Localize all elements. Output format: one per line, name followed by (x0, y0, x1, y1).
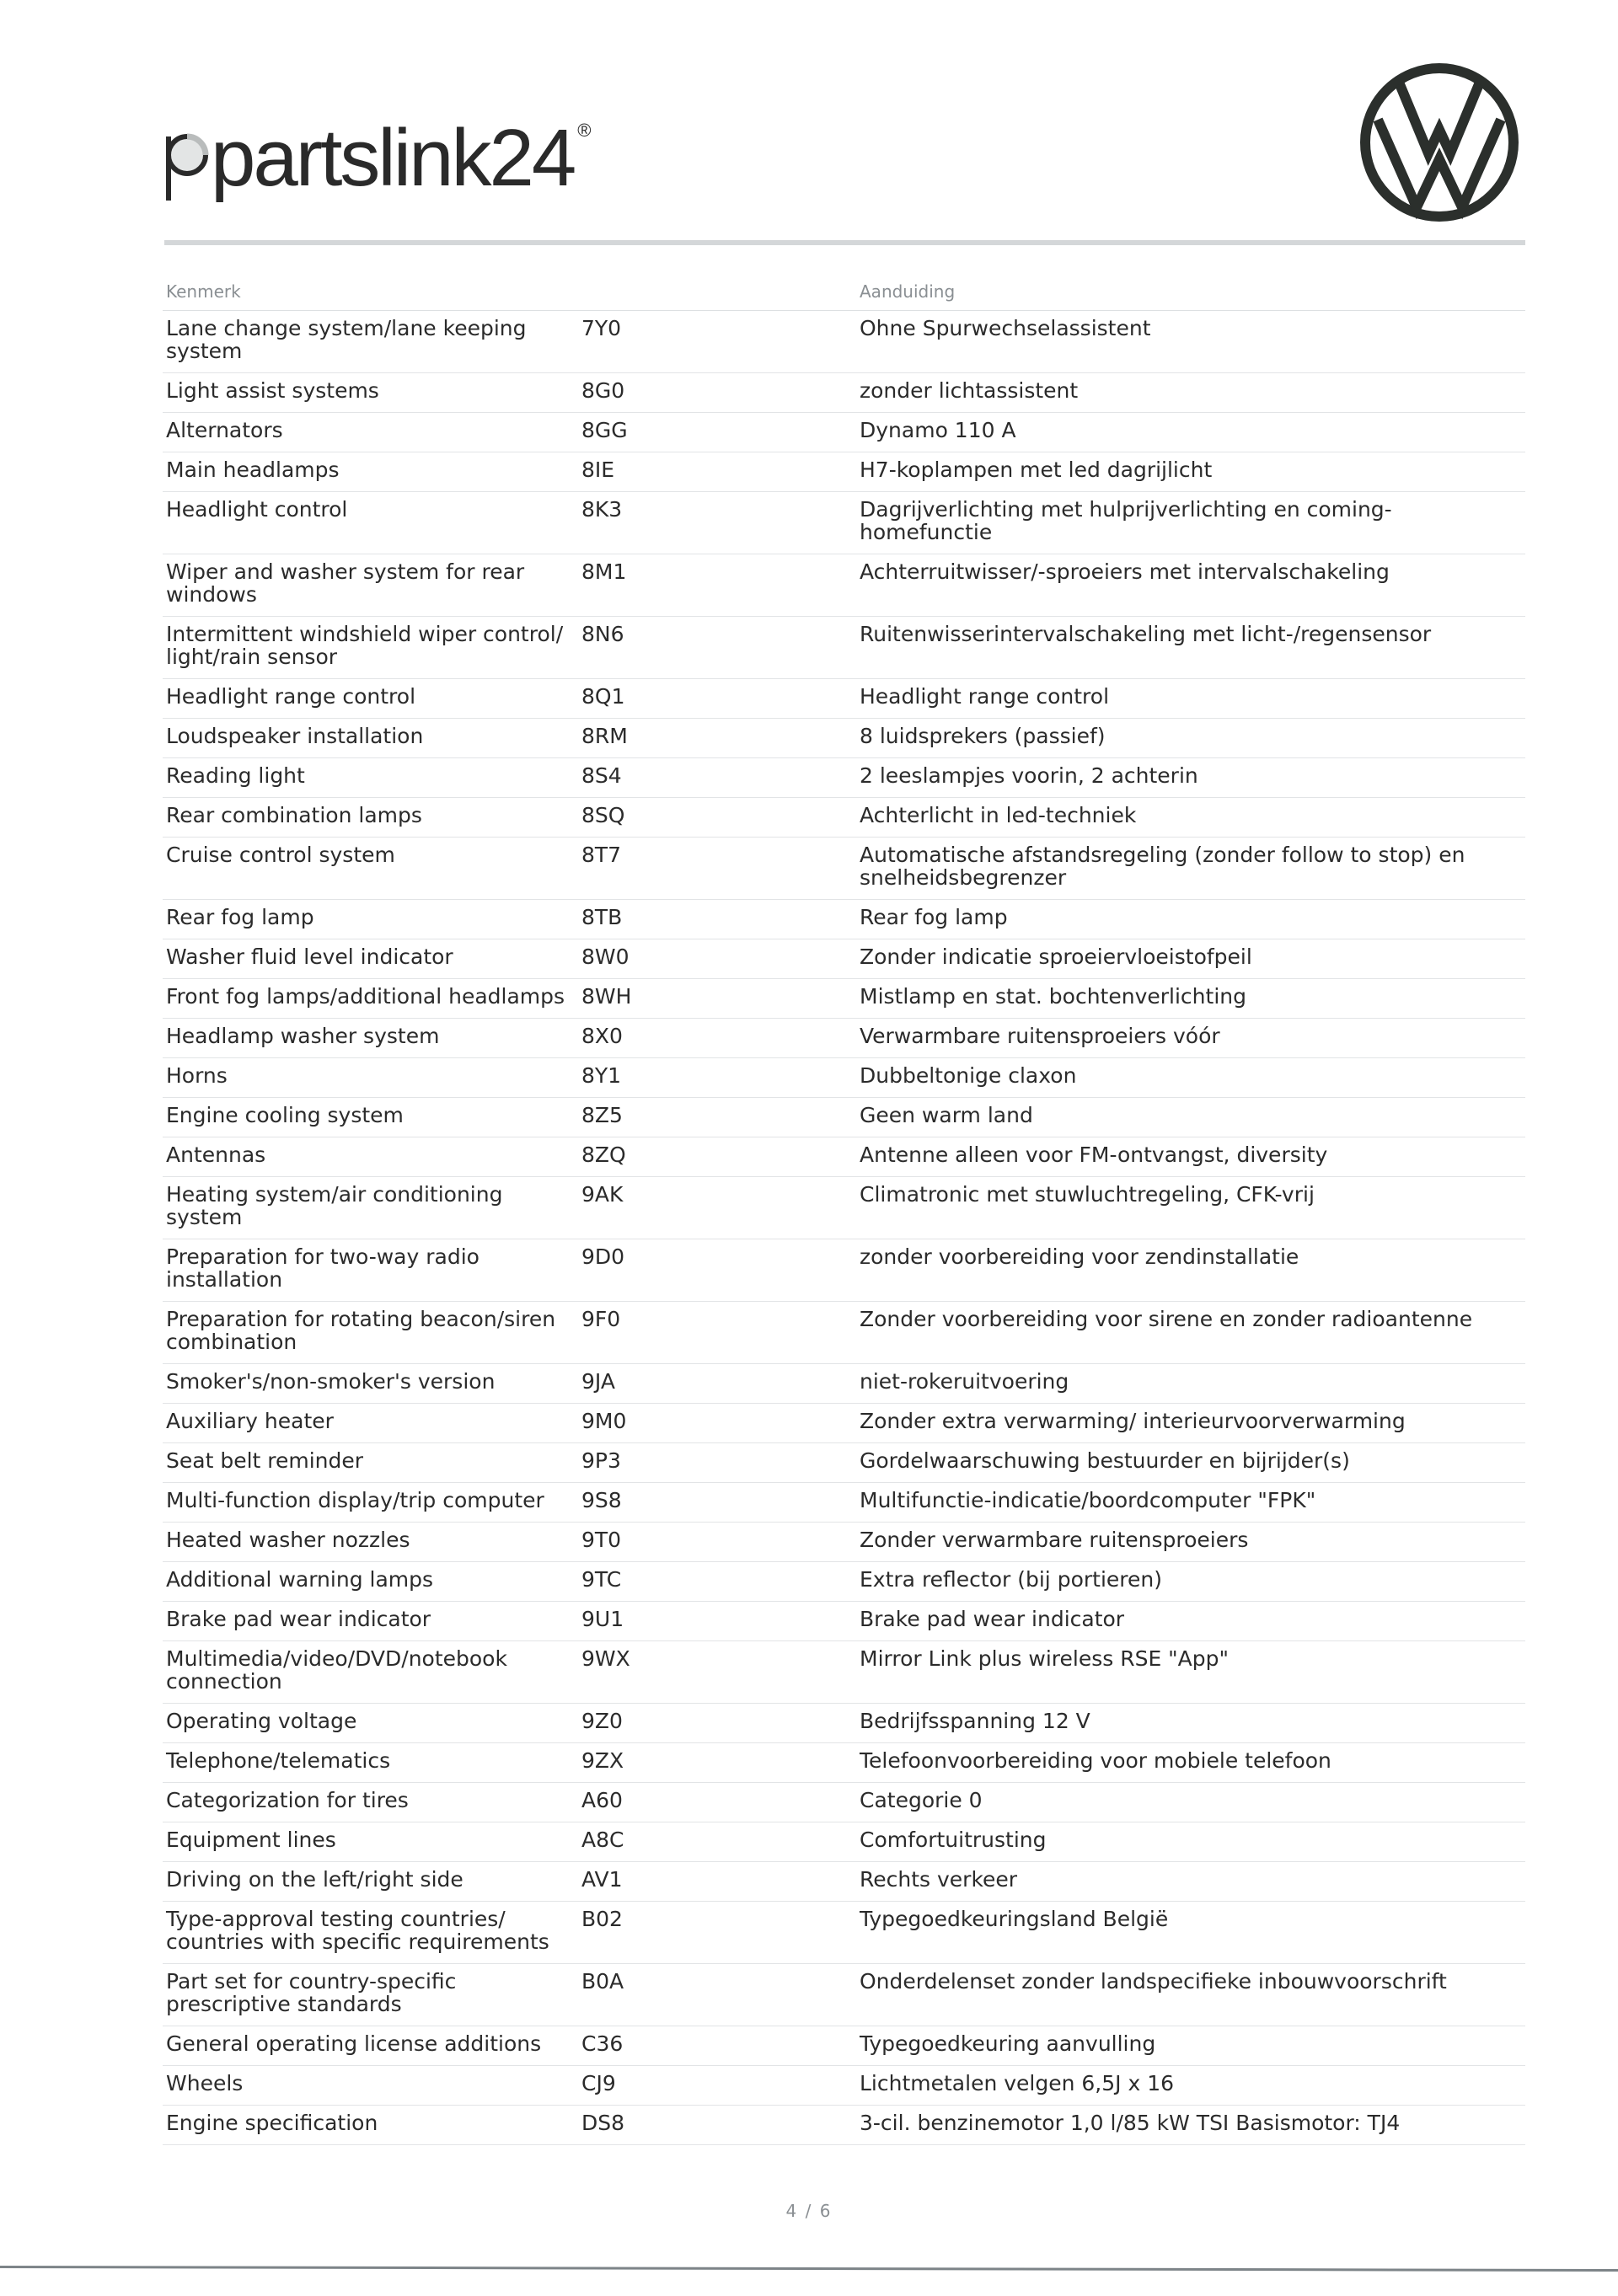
description-cell: Onderdelenset zonder landspecifieke inbouwvoorschrift (851, 1964, 1525, 2026)
table-row (163, 1602, 1525, 1641)
code-cell: 7Y0 (581, 311, 851, 373)
feature-cell: Washer fluid level indicator (163, 939, 581, 979)
description-cell: zonder lichtassistent (851, 373, 1525, 413)
table-row (163, 939, 1525, 979)
code-cell: 9U1 (581, 1602, 851, 1641)
description-cell: Lichtmetalen velgen 6,5J x 16 (851, 2066, 1525, 2106)
table-row (163, 1019, 1525, 1058)
code-cell: B02 (581, 1902, 851, 1964)
description-cell: Achterruitwisser/-sproeiers met intervalschakeling (851, 554, 1525, 617)
vehicle-spec-table (163, 276, 1525, 2145)
description-cell: Mistlamp en stat. bochtenverlichting (851, 979, 1525, 1019)
feature-cell: Heated washer nozzles (163, 1523, 581, 1562)
description-cell: Ohne Spurwechselassistent (851, 311, 1525, 373)
feature-cell: Light assist systems (163, 373, 581, 413)
code-cell: 8SQ (581, 798, 851, 838)
feature-cell: Heating system/air conditioning system (163, 1177, 581, 1239)
description-cell: zonder voorbereiding voor zendinstallatie (851, 1239, 1525, 1302)
feature-cell: Driving on the left/right side (163, 1862, 581, 1902)
description-cell: Rear fog lamp (851, 900, 1525, 939)
description-cell: Multifunctie-indicatie/boordcomputer "FPK" (851, 1483, 1525, 1523)
description-cell: Verwarmbare ruitensproeiers vóór (851, 1019, 1525, 1058)
code-cell: 9Z0 (581, 1704, 851, 1743)
description-cell: 8 luidsprekers (passief) (851, 719, 1525, 758)
table-row (163, 979, 1525, 1019)
table-row (163, 900, 1525, 939)
feature-cell: Auxiliary heater (163, 1404, 581, 1443)
table-row (163, 1404, 1525, 1443)
feature-cell: Smoker's/non-smoker's version (163, 1364, 581, 1404)
description-cell: Bedrijfsspanning 12 V (851, 1704, 1525, 1743)
header-divider (164, 240, 1525, 245)
table-row (163, 1239, 1525, 1302)
feature-cell: Engine cooling system (163, 1098, 581, 1137)
description-cell: Typegoedkeuringsland België (851, 1902, 1525, 1964)
description-cell: Geen warm land (851, 1098, 1525, 1137)
feature-cell: Preparation for two-way radio installation (163, 1239, 581, 1302)
table-header-row (163, 276, 1525, 311)
feature-cell: Horns (163, 1058, 581, 1098)
description-cell: Achterlicht in led-techniek (851, 798, 1525, 838)
feature-cell: Lane change system/lane keeping system (163, 311, 581, 373)
feature-cell: Headlight control (163, 492, 581, 554)
table-row (163, 1098, 1525, 1137)
table-row (163, 798, 1525, 838)
feature-cell: Type-approval testing countries/ countries with specific requirements (163, 1902, 581, 1964)
description-cell: H7-koplampen met led dagrijlicht (851, 452, 1525, 492)
code-cell: 9JA (581, 1364, 851, 1404)
description-cell: Rechts verkeer (851, 1862, 1525, 1902)
code-cell: 8N6 (581, 617, 851, 679)
table-row (163, 1743, 1525, 1783)
description-cell: Zonder indicatie sproeiervloeistofpeil (851, 939, 1525, 979)
table-row (163, 1862, 1525, 1902)
feature-cell: Brake pad wear indicator (163, 1602, 581, 1641)
feature-cell: Front fog lamps/additional headlamps (163, 979, 581, 1019)
code-cell: 9T0 (581, 1523, 851, 1562)
table-row (163, 679, 1525, 719)
description-cell: Dubbeltonige claxon (851, 1058, 1525, 1098)
code-cell: C36 (581, 2026, 851, 2066)
table-row (163, 719, 1525, 758)
feature-cell: Wheels (163, 2066, 581, 2106)
code-cell: 8Z5 (581, 1098, 851, 1137)
code-cell: 8RM (581, 719, 851, 758)
code-cell: 8M1 (581, 554, 851, 617)
description-cell: Brake pad wear indicator (851, 1602, 1525, 1641)
code-cell: 9ZX (581, 1743, 851, 1783)
table-row (163, 758, 1525, 798)
feature-cell: Rear fog lamp (163, 900, 581, 939)
feature-cell: Preparation for rotating beacon/siren combination (163, 1302, 581, 1364)
feature-cell: General operating license additions (163, 2026, 581, 2066)
description-cell: Antenne alleen voor FM-ontvangst, diversity (851, 1137, 1525, 1177)
feature-cell: Part set for country-specific prescriptive standards (163, 1964, 581, 2026)
vw-logo-icon (1359, 62, 1519, 222)
code-cell: 8ZQ (581, 1137, 851, 1177)
table-row (163, 554, 1525, 617)
page-indicator: 4 / 6 (785, 2201, 833, 2221)
description-cell: Headlight range control (851, 679, 1525, 719)
feature-cell: Multi-function display/trip computer (163, 1483, 581, 1523)
description-cell: Categorie 0 (851, 1783, 1525, 1822)
description-cell: Zonder extra verwarming/ interieurvoorverwarming (851, 1404, 1525, 1443)
code-cell: A8C (581, 1822, 851, 1862)
column-header-description: Aanduiding (851, 276, 1525, 311)
code-cell: 9F0 (581, 1302, 851, 1364)
code-cell: 8G0 (581, 373, 851, 413)
table-row (163, 1443, 1525, 1483)
table-row (163, 1783, 1525, 1822)
partslink24-logo (162, 108, 591, 209)
brand-name: partslink24 (211, 113, 575, 203)
table-row (163, 1058, 1525, 1098)
table-row (163, 1483, 1525, 1523)
feature-cell: Wiper and washer system for rear windows (163, 554, 581, 617)
table-row (163, 373, 1525, 413)
code-cell: 9S8 (581, 1483, 851, 1523)
code-cell: 8Q1 (581, 679, 851, 719)
feature-cell: Headlamp washer system (163, 1019, 581, 1058)
page-bottom-edge (0, 2266, 1618, 2272)
table-row (163, 1902, 1525, 1964)
description-cell: Extra reflector (bij portieren) (851, 1562, 1525, 1602)
description-cell: Comfortuitrusting (851, 1822, 1525, 1862)
table-row (163, 1562, 1525, 1602)
partslink24-p-glyph-icon (162, 108, 211, 201)
code-cell: CJ9 (581, 2066, 851, 2106)
code-cell: 8K3 (581, 492, 851, 554)
column-header-feature: Kenmerk (163, 276, 581, 311)
code-cell: 9P3 (581, 1443, 851, 1483)
description-cell: Zonder voorbereiding voor sirene en zonder radioantenne (851, 1302, 1525, 1364)
code-cell: DS8 (581, 2106, 851, 2145)
table-row (163, 413, 1525, 452)
description-cell: 2 leeslampjes voorin, 2 achterin (851, 758, 1525, 798)
code-cell: 8IE (581, 452, 851, 492)
code-cell: A60 (581, 1783, 851, 1822)
description-cell: niet-rokeruitvoering (851, 1364, 1525, 1404)
description-cell: Typegoedkeuring aanvulling (851, 2026, 1525, 2066)
column-header-code (581, 276, 851, 311)
description-cell: Dagrijverlichting met hulprijverlichting en coming- homefunctie (851, 492, 1525, 554)
code-cell: 8T7 (581, 838, 851, 900)
feature-cell: Main headlamps (163, 452, 581, 492)
code-cell: 8TB (581, 900, 851, 939)
code-cell: 8X0 (581, 1019, 851, 1058)
feature-cell: Reading light (163, 758, 581, 798)
code-cell: 8WH (581, 979, 851, 1019)
description-cell: Ruitenwisserintervalschakeling met licht-/regensensor (851, 617, 1525, 679)
table-row (163, 311, 1525, 373)
code-cell: 9WX (581, 1641, 851, 1704)
description-cell: Dynamo 110 A (851, 413, 1525, 452)
feature-cell: Multimedia/video/DVD/notebook connection (163, 1641, 581, 1704)
feature-cell: Categorization for tires (163, 1783, 581, 1822)
feature-cell: Operating voltage (163, 1704, 581, 1743)
table-row (163, 452, 1525, 492)
table-row (163, 617, 1525, 679)
table-row (163, 1302, 1525, 1364)
code-cell: 9M0 (581, 1404, 851, 1443)
table-row (163, 2066, 1525, 2106)
code-cell: 9TC (581, 1562, 851, 1602)
description-cell: Climatronic met stuwluchtregeling, CFK-vrij (851, 1177, 1525, 1239)
code-cell: 8GG (581, 413, 851, 452)
table-row (163, 1364, 1525, 1404)
table-row (163, 2106, 1525, 2145)
description-cell: Zonder verwarmbare ruitensproeiers (851, 1523, 1525, 1562)
table-body (163, 311, 1525, 2145)
feature-cell: Engine specification (163, 2106, 581, 2145)
description-cell: Gordelwaarschuwing bestuurder en bijrijder(s) (851, 1443, 1525, 1483)
feature-cell: Seat belt reminder (163, 1443, 581, 1483)
table-row (163, 2026, 1525, 2066)
code-cell: 8S4 (581, 758, 851, 798)
code-cell: 9AK (581, 1177, 851, 1239)
feature-cell: Headlight range control (163, 679, 581, 719)
registered-mark: ® (577, 120, 592, 141)
feature-cell: Telephone/telematics (163, 1743, 581, 1783)
description-cell: Automatische afstandsregeling (zonder follow to stop) en snelheidsbegrenzer (851, 838, 1525, 900)
table-row (163, 1523, 1525, 1562)
code-cell: 9D0 (581, 1239, 851, 1302)
description-cell: Mirror Link plus wireless RSE "App" (851, 1641, 1525, 1704)
table-row (163, 1822, 1525, 1862)
table-row (163, 1964, 1525, 2026)
description-cell: Telefoonvoorbereiding voor mobiele telefoon (851, 1743, 1525, 1783)
table-row (163, 1177, 1525, 1239)
table-row (163, 1704, 1525, 1743)
feature-cell: Additional warning lamps (163, 1562, 581, 1602)
table-row (163, 492, 1525, 554)
feature-cell: Cruise control system (163, 838, 581, 900)
code-cell: AV1 (581, 1862, 851, 1902)
feature-cell: Rear combination lamps (163, 798, 581, 838)
table-row (163, 838, 1525, 900)
feature-cell: Loudspeaker installation (163, 719, 581, 758)
feature-cell: Equipment lines (163, 1822, 581, 1862)
code-cell: 8W0 (581, 939, 851, 979)
table-row (163, 1137, 1525, 1177)
code-cell: B0A (581, 1964, 851, 2026)
description-cell: 3-cil. benzinemotor 1,0 l/85 kW TSI Basismotor: TJ4 (851, 2106, 1525, 2145)
feature-cell: Alternators (163, 413, 581, 452)
code-cell: 8Y1 (581, 1058, 851, 1098)
feature-cell: Intermittent windshield wiper control/ light/rain sensor (163, 617, 581, 679)
feature-cell: Antennas (163, 1137, 581, 1177)
table-row (163, 1641, 1525, 1704)
